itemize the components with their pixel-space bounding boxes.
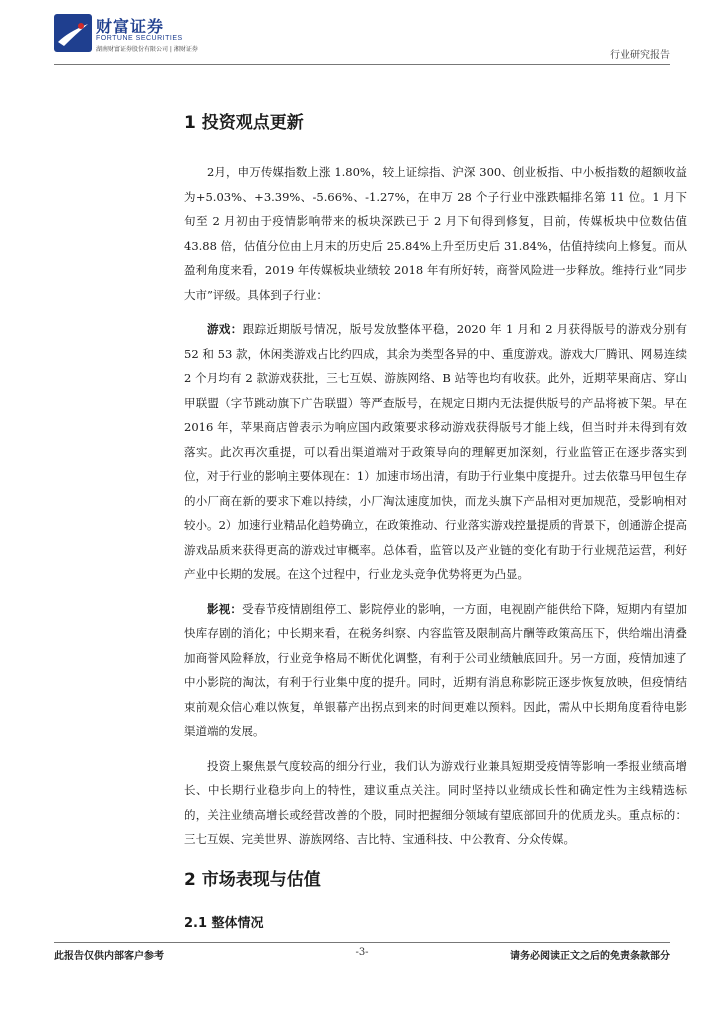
footer-divider bbox=[54, 942, 670, 943]
company-logo bbox=[54, 14, 254, 60]
page-number: -3- bbox=[355, 947, 369, 958]
page-header bbox=[0, 0, 724, 66]
section-title-investment-view: 1 投资观点更新 bbox=[184, 113, 304, 133]
report-type-label: 行业研究报告 bbox=[610, 50, 670, 61]
paragraph-games bbox=[184, 317, 687, 587]
logo-chinese-name: 财富证券 bbox=[96, 17, 165, 36]
logo-subtitle: 湖南财富证券股份有限公司 | 湘财证券 bbox=[96, 46, 198, 53]
subsection-title-overall: 2.1 整体情况 bbox=[184, 915, 264, 931]
text-film-tv: 受春节疫情剧组停工、影院停业的影响，一方面，电视剧产能供给下降，短期内有望加快库存剧的消化；中长期来看，在税务纠察、内容监管及限制高片酬等政策高压下，供给端出清叠加商誉风险释放，行业竞争格局不断优化调整，有利于公司业绩触底回升。另一方面，疫情加速了中小影院的淘汰，有利于行业集中度的提升。同时，近期有消息称影院正逐步恢复放映，但疫情结束前观众信心难以恢复，单银幕产出拐点到来的时间更难以预料。因此，需从中长期角度看待电影渠道端的发展。 bbox=[184, 601, 687, 738]
main-content bbox=[184, 112, 687, 934]
header-divider bbox=[54, 64, 670, 65]
logo-english-name: FORTUNE SECURITIES bbox=[96, 35, 183, 42]
paragraph-investment-focus: 投资上聚焦景气度较高的细分行业，我们认为游戏行业兼具短期受疫情等影响一季报业绩高增长、中长期行业稳步向上的特性，建议重点关注。同时坚持以业绩成长性和确定性为主线精选标的，关注业绩高增长或经营改善的个股，同时把握细分领域有望底部回升的优质龙头。重点标的：三七互娱、完美世界、游族网络、吉比特、宝通科技、中公教育、分众传媒。 bbox=[184, 758, 687, 846]
fortune-securities-logo-icon bbox=[54, 14, 92, 52]
paragraph-film-tv bbox=[184, 597, 687, 744]
text-games: 跟踪近期版号情况，版号发放整体平稳，2020 年 1 月和 2 月获得版号的游戏分别有 52 和 53 款，休闲类游戏占比约四成，其余为类型各异的中、重度游戏。游戏大厂腾讯、网易连续 2 个月均有 2 款游戏获批，三七互娱、游族网络、B 站等也均有收获。此外，近期苹果商店、穿山甲联盟（字节跳动旗下广告联盟）等严查版号，在规定日期内无法提供版号的产品将被下架。早在 2016 年，苹果商店曾表示为响应国内政策要求移动游戏获得版号才能上线，但当时并未得到有效落实。此次再次重提，可以看出渠道端对于政策导向的理解更加深刻，行业监管正在逐步落实到位，对于行业的影响主要体现在：1）加速市场出清，有助于行业集中度提升。过去依靠马甲包生存的小厂商在新的要求下难以持续，小厂淘汰速度加快，而龙头旗下产品相对更加规范，受影响相对较小。2）加速行业精品化趋势确立，在政策推动、行业落实游戏控量提质的背景下，创通游企提高游戏品质来获得更高的游戏过审概率。总体看，监管以及产业链的变化有助于行业规范运营，利好产业中长期的发展。在这个过程中，行业龙头竞争优势将更为凸显。 bbox=[184, 322, 687, 581]
label-games: 游戏： bbox=[207, 322, 243, 336]
label-film-tv: 影视： bbox=[207, 601, 243, 616]
footer-disclaimer-left: 此报告仅供内部客户参考 bbox=[54, 951, 164, 962]
footer-disclaimer-right: 请务必阅读正文之后的免责条款部分 bbox=[510, 951, 670, 962]
paragraph-market-overview: 2月，申万传媒指数上涨 1.80%，较上证综指、沪深 300、创业板指、中小板指数的超额收益为+5.03%、+3.39%、-5.66%、-1.27%，在申万 28 个子行业中涨跌幅排名第 11 位。1 月下旬至 2 月初由于疫情影响带来的板块深跌已于 2 月下旬得到修复，目前，传媒板块中位数估值 43.88 倍，估值分位由上月末的历史后 25.84%上升至历史后 31.84%，估值持续向上修复。而从盈利角度来看，2019 年传媒板块业绩较 2018 年有所好转，商誉风险进一步释放。维持行业“同步大市”评级。具体到子行业： bbox=[184, 165, 687, 302]
section-title-market-performance: 2 市场表现与估值 bbox=[184, 869, 321, 890]
